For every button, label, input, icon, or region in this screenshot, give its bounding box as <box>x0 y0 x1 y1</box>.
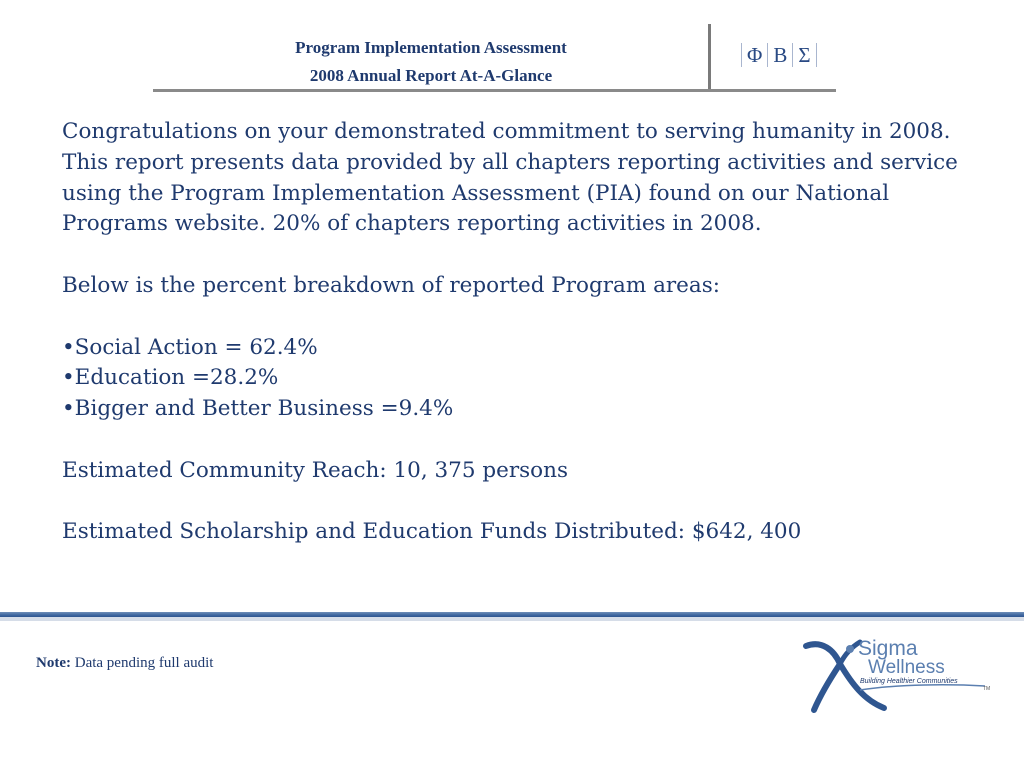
greek-separator <box>792 43 793 67</box>
note-text: Data pending full audit <box>74 655 214 671</box>
page-title <box>250 34 612 90</box>
header-divider-vertical <box>708 24 711 91</box>
report-body <box>62 117 992 548</box>
logo-tagline: Building Healthier Communities <box>860 678 958 685</box>
logo-figure-body <box>814 664 840 710</box>
greek-separator <box>816 43 817 67</box>
community-reach: Estimated Community Reach: 10, 375 persons <box>62 457 568 483</box>
breakdown-item-business: •Bigger and Better Business =9.4% <box>62 396 454 422</box>
greek-letter-phi: Φ <box>747 42 763 67</box>
logo-word-sigma: Sigma <box>858 637 918 660</box>
greek-separator <box>767 43 768 67</box>
logo-swoosh <box>860 685 985 690</box>
logo-figure-arm-left <box>806 644 840 664</box>
greek-separator <box>741 43 742 67</box>
note-label: Note: <box>36 655 71 671</box>
header-divider-horizontal <box>153 89 836 92</box>
footer-note <box>36 655 213 672</box>
greek-letter-beta: Β <box>773 42 788 67</box>
title-line-2: 2008 Annual Report At-A-Glance <box>309 66 553 85</box>
logo-figure-head <box>846 645 854 653</box>
title-line-1: Program Implementation Assessment <box>295 38 567 57</box>
logo-trademark: TM <box>983 686 991 692</box>
intro-line-1: Congratulations on your demonstrated commitment to serving humanity in 2008. <box>62 119 951 144</box>
intro-line-4: Programs website. 20% of chapters reporting activities in 2008. <box>62 211 762 237</box>
scholarship-funds: Estimated Scholarship and Education Funds Distributed: $642, 400 <box>62 519 802 545</box>
breakdown-item-social-action: •Social Action = 62.4% <box>62 334 318 360</box>
footer-divider-shadow <box>0 617 1024 621</box>
logo-word-wellness: Wellness <box>868 657 945 678</box>
intro-paragraph <box>62 117 992 240</box>
breakdown-item-education: •Education =28.2% <box>62 365 279 391</box>
intro-line-3: using the Program Implementation Assessment (PIA) found on our National <box>62 180 890 206</box>
breakdown-heading: Below is the percent breakdown of reported Program areas: <box>62 272 720 298</box>
intro-line-2: This report presents data provided by all chapters reporting activities and service <box>62 149 958 175</box>
greek-letters-logo <box>736 42 822 68</box>
greek-letter-sigma: Σ <box>798 42 811 67</box>
